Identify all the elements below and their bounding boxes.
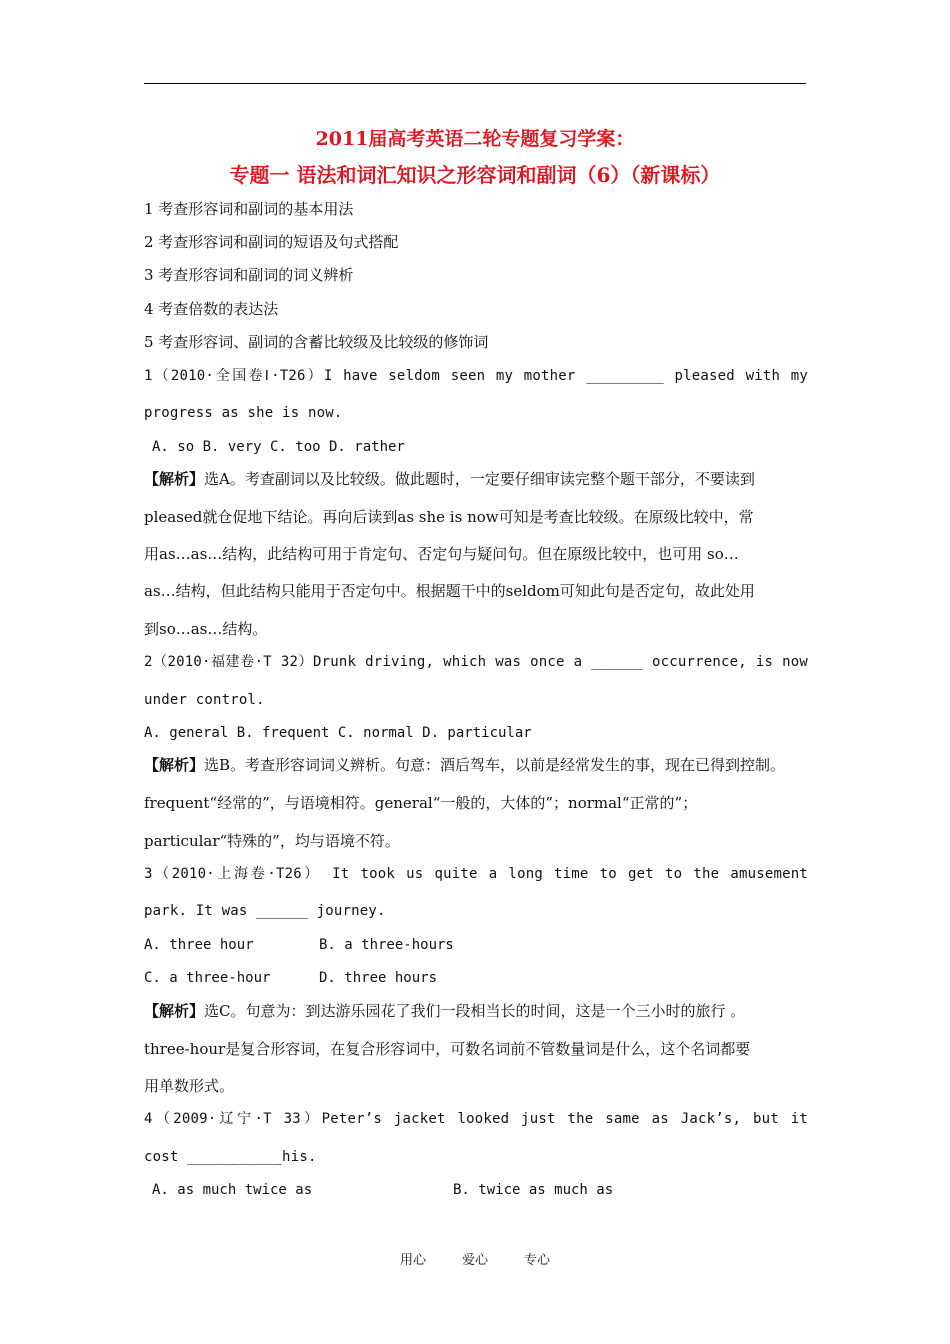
page-footer	[0, 1249, 950, 1268]
question-3-analysis-line: 用单数形式。	[144, 1077, 235, 1095]
question-1-analysis-line: as…结构，但此结构只能用于否定句中。根据题干中的seldom可知此句是否定句，故此处用	[144, 582, 755, 600]
analysis-label: 【解析】	[144, 1002, 205, 1020]
question-1-analysis: 【解析】选A。考查副词以及比较级。做此题时，一定要仔细审读完整个题干部分，不要读到	[144, 470, 755, 488]
question-3-stem-cont: park. It was ______ journey.	[144, 903, 386, 919]
footer-word: 爱心	[461, 1253, 488, 1268]
question-2-stem-cont: under control.	[144, 692, 265, 708]
question-4-option-a: A. as much twice as	[152, 1182, 313, 1198]
question-3-stem: 3（2010·上海卷·T26） It took us quite a long time to get to the amusement	[144, 866, 808, 882]
question-2-analysis: 【解析】选B。考查形容词词义辨析。句意：酒后驾车，以前是经常发生的事，现在已得到控制。	[144, 756, 786, 774]
question-3-option-b: B. a three-hours	[319, 937, 454, 953]
point-item: 3 考查形容词和副词的词义辨析	[144, 266, 354, 284]
footer-word: 专心	[524, 1253, 551, 1268]
question-2-options: A. general B. frequent C. normal D. particular	[144, 725, 532, 741]
point-item: 2 考查形容词和副词的短语及句式搭配	[144, 233, 399, 251]
question-1-options: A. so B. very C. too D. rather	[152, 439, 405, 455]
question-1-stem-cont: progress as she is now.	[144, 405, 343, 421]
header-rule	[144, 83, 806, 84]
question-3-analysis: 【解析】选C。句意为：到达游乐园花了我们一段相当长的时间，这是一个三小时的旅行 。	[144, 1002, 746, 1020]
question-1-stem: 1（2010·全国卷Ⅰ·T26）I have seldom seen my mother _________ pleased with my	[144, 368, 808, 384]
point-item: 1 考查形容词和副词的基本用法	[144, 200, 354, 218]
document-title: 2011届高考英语二轮专题复习学案：	[315, 128, 635, 150]
question-4-stem: 4（2009·辽宁·T 33）Peter’s jacket looked just the same as Jack’s, but it	[144, 1111, 808, 1127]
point-item: 5 考查形容词、副词的含蓄比较级及比较级的修饰词	[144, 333, 489, 351]
analysis-label: 【解析】	[144, 470, 205, 488]
question-1-analysis-line: 用as…as…结构，此结构可用于肯定句、否定句与疑问句。但在原级比较中，也可用 so…	[144, 545, 739, 563]
question-4-stem-cont: cost ___________his.	[144, 1149, 317, 1165]
question-2-stem: 2（2010·福建卷·T 32）Drunk driving, which was once a ______ occurrence, is now	[144, 654, 808, 670]
question-3-option-a: A. three hour	[144, 937, 254, 953]
question-4-option-b: B. twice as much as	[453, 1182, 614, 1198]
analysis-label: 【解析】	[144, 756, 205, 774]
question-3-option-d: D. three hours	[319, 970, 438, 986]
question-3-option-c: C. a three-hour	[144, 970, 271, 986]
question-2-analysis-line: particular“特殊的”，均与语境不符。	[144, 832, 400, 850]
question-1-analysis-line: 到so…as…结构。	[144, 620, 268, 638]
question-2-analysis-line: frequent“经常的”，与语境相符。general“一般的，大体的”；normal“正常的”；	[144, 794, 698, 812]
question-3-analysis-line: three-hour是复合形容词，在复合形容词中，可数名词前不管数量词是什么，这个名词都要	[144, 1040, 751, 1058]
question-1-analysis-line: pleased就仓促地下结论。再向后读到as she is now可知是考查比较级。在原级比较中，常	[144, 508, 754, 526]
document-subtitle: 专题一 语法和词汇知识之形容词和副词（6）（新课标）	[229, 163, 721, 187]
point-item: 4 考查倍数的表达法	[144, 300, 279, 318]
footer-word: 用心	[399, 1253, 426, 1268]
